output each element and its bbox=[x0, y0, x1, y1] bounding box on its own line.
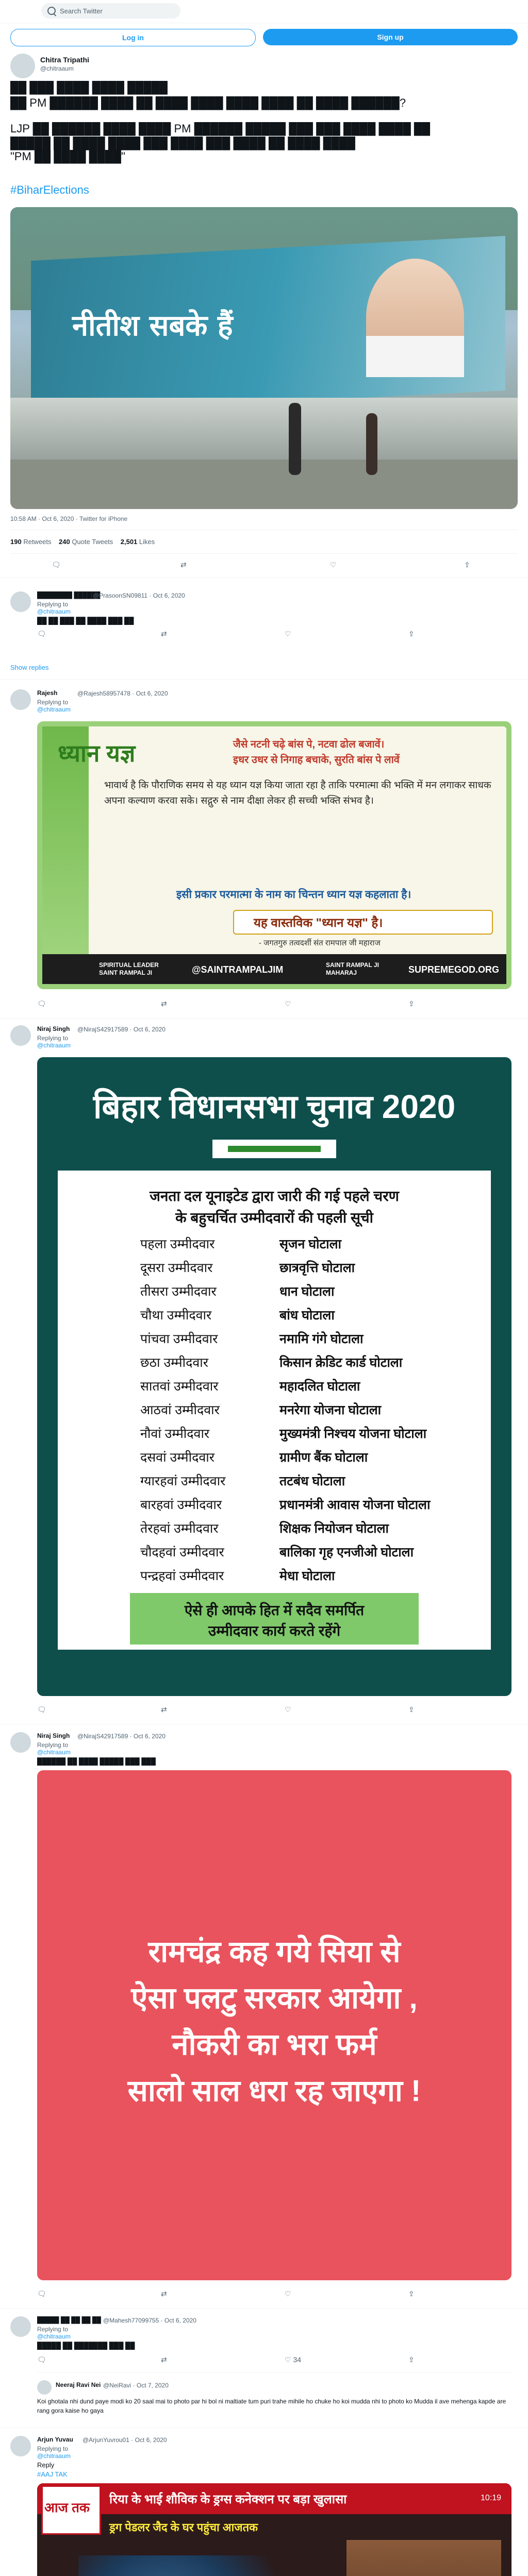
channel-logo-text: आज तक bbox=[44, 2500, 90, 2515]
avatar[interactable] bbox=[10, 1025, 31, 1046]
candidate-label: तीसरा उम्मीदवार bbox=[140, 1284, 217, 1299]
road bbox=[10, 460, 518, 509]
retweet-icon[interactable]: ⇄ bbox=[180, 561, 187, 569]
reply-author-handle[interactable]: @NirajS42917589 · Oct 6, 2020 bbox=[77, 1733, 166, 1740]
share-icon[interactable]: ⇪ bbox=[464, 561, 470, 569]
share-icon[interactable]: ⇪ bbox=[408, 2290, 415, 2298]
replying-to-label: Replying to bbox=[37, 2326, 69, 2333]
video-subject bbox=[78, 2555, 295, 2576]
candidate-scam: नमामि गंगे घोटाला bbox=[279, 1332, 364, 1346]
image-subtitle: जैसे नटनी चढ़े बांस पे, नटवा ढोल बजावें। bbox=[233, 739, 385, 750]
boundary-wall bbox=[10, 398, 518, 460]
divider bbox=[0, 679, 528, 680]
search-placeholder: Search Twitter bbox=[60, 7, 103, 15]
avatar[interactable] bbox=[10, 2436, 31, 2456]
like-count: 34 bbox=[293, 2355, 302, 2364]
retweets-label: Retweets bbox=[23, 538, 52, 546]
candidate-label: बारहवां उम्मीदवार bbox=[140, 1498, 222, 1512]
billboard-text: नीतीश सबके हैं bbox=[72, 309, 233, 343]
candidate-scam: धान घोटाला bbox=[279, 1284, 335, 1299]
replying-to-link[interactable]: @chitraaum bbox=[37, 2452, 71, 2460]
candidate-scam: सृजन घोटाला bbox=[279, 1237, 342, 1251]
replying-to-link[interactable]: @chitraaum bbox=[37, 1749, 71, 1756]
avatar[interactable] bbox=[10, 1732, 31, 1753]
replying-to-link[interactable]: @chitraaum bbox=[37, 706, 71, 713]
replying-to-label: Replying to bbox=[37, 699, 69, 706]
avatar[interactable] bbox=[10, 2316, 31, 2337]
replying-to-label: Replying to bbox=[37, 601, 69, 608]
divider bbox=[10, 553, 518, 554]
candidate-label: दसवां उम्मीदवार bbox=[140, 1450, 214, 1465]
tweet-meta: 10:58 AM · Oct 6, 2020 · Twitter for iPhone bbox=[10, 515, 128, 522]
tweet-text-line: LJP ██ ██████ ████ ████ PM ██████ █████ ███ ███ ████ ████ ██ bbox=[10, 122, 431, 135]
list-heading: जनता दल यूनाइटेड द्वारा जारी की गई पहले चरण bbox=[150, 1188, 399, 1204]
top-bar bbox=[0, 0, 528, 23]
reply-author-name[interactable]: ████████ ██████ bbox=[37, 591, 101, 599]
reply-actions bbox=[37, 2355, 512, 2366]
candidate-label: सातवां उम्मीदवार bbox=[140, 1379, 219, 1394]
reply-icon[interactable]: 🗨 bbox=[37, 1705, 46, 1714]
image-signature: - जगतगुरु तत्वदर्शी संत रामपाल जी महाराज bbox=[259, 939, 381, 947]
footer-text: SUPREMEGOD.ORG bbox=[408, 964, 500, 975]
share-icon[interactable]: ⇪ bbox=[408, 1705, 415, 1714]
tweet-text-line: ██ PM ██████ ████ ██ ████ ████ ████ ████ ██ ████ ██████? bbox=[10, 96, 406, 109]
image-text-line: नौकरी का भरा फर्म bbox=[172, 2028, 377, 2061]
like-icon[interactable]: ♡ bbox=[285, 2290, 291, 2298]
hashtag-link[interactable]: #AAJ TAK bbox=[37, 2470, 68, 2478]
reply-author-handle[interactable]: @Mahesh77099755 · Oct 6, 2020 bbox=[103, 2317, 196, 2324]
reply-actions bbox=[37, 630, 512, 640]
reply-author-handle[interactable]: @NirajS42917589 · Oct 6, 2020 bbox=[77, 1026, 166, 1033]
arrow-icon bbox=[228, 1146, 321, 1152]
footer-text: SPIRITUAL LEADER SAINT RAMPAL JI bbox=[99, 961, 159, 976]
footer-text: SAINT RAMPAL JI MAHARAJ bbox=[326, 961, 379, 976]
retweet-icon[interactable]: ⇄ bbox=[161, 999, 167, 1008]
auth-bar bbox=[0, 29, 528, 47]
image-title: बिहार विधानसभा चुनाव 2020 bbox=[93, 1088, 456, 1125]
image-footer: इसी प्रकार परमात्मा के नाम का चिन्तन ध्यान यज्ञ कहलाता है। bbox=[176, 889, 411, 901]
share-icon[interactable]: ⇪ bbox=[408, 2355, 415, 2364]
reply-text: Reply bbox=[37, 2461, 55, 2469]
candidate-label: ग्यारहवां उम्मीदवार bbox=[140, 1474, 226, 1488]
search-icon bbox=[47, 7, 56, 15]
reply-text: █████ ██ ███████ ███ ██ bbox=[37, 2342, 135, 2349]
candidate-scam: मुख्यमंत्री निश्चय योजना घोटाला bbox=[279, 1427, 427, 1441]
candidate-label: दूसरा उम्मीदवार bbox=[140, 1261, 213, 1275]
reply-author-name[interactable]: █████ ██ ██ ██ ██ bbox=[37, 2316, 101, 2324]
reply-author-name[interactable]: Arjun Yuvau bbox=[37, 2436, 73, 2443]
video-thumbnail[interactable] bbox=[37, 2483, 512, 2576]
reply-author-handle[interactable]: @Rajesh58957478 · Oct 6, 2020 bbox=[77, 690, 168, 697]
video-background bbox=[346, 2540, 501, 2576]
reply-text: ██████ ██ ████ █████ ███ ███ bbox=[37, 1757, 156, 1765]
candidate-label: नौवां उम्मीदवार bbox=[140, 1427, 210, 1441]
retweet-icon[interactable]: ⇄ bbox=[161, 2355, 167, 2364]
replying-to-label: Replying to bbox=[37, 1035, 69, 1042]
search-box[interactable] bbox=[41, 3, 180, 19]
quotes-label: Quote Tweets bbox=[72, 538, 113, 546]
like-icon[interactable]: ♡ bbox=[285, 1705, 291, 1714]
retweet-icon[interactable]: ⇄ bbox=[161, 2290, 167, 2298]
candidate-label: आठवां उम्मीदवार bbox=[140, 1403, 220, 1417]
list-footer: ऐसे ही आपके हित में सदैव समर्पित bbox=[184, 1602, 365, 1618]
reply-text: Koi ghotala nhi dund paye modi ko 20 saal mai to photo par hi bol ni maltiate tum puri trahe mihile ho chuke ho koi mudda nhi to photo ko Mudda il ave mehenga kapde are rang gora kaise ho gaya bbox=[37, 2398, 506, 2414]
image-banner: यह वास्तविक "ध्यान यज्ञ" है। bbox=[254, 916, 383, 930]
avatar[interactable] bbox=[10, 54, 35, 78]
share-icon[interactable]: ⇪ bbox=[408, 630, 415, 638]
news-time: 10:19 bbox=[481, 2494, 502, 2502]
candidate-scam: महादलित घोटाला bbox=[279, 1379, 360, 1394]
reply-icon[interactable]: 🗨 bbox=[52, 561, 61, 569]
candidate-label: छठा उम्मीदवार bbox=[140, 1355, 208, 1370]
reply-author-handle[interactable]: @ArjunYuvrou01 · Oct 6, 2020 bbox=[82, 2436, 167, 2444]
reply-text: ██ ██ ███ ██ ████ ███ ██ bbox=[37, 617, 134, 624]
candidate-label: चौदहवां उम्मीदवार bbox=[140, 1545, 224, 1560]
reply-photo[interactable] bbox=[37, 1057, 512, 1696]
reply-author-name[interactable]: Niraj Singh bbox=[37, 1732, 70, 1739]
candidate-scam: मनरेगा योजना घोटाला bbox=[279, 1403, 382, 1417]
reply-photo[interactable] bbox=[37, 721, 512, 989]
login-button[interactable]: Log in bbox=[10, 29, 256, 46]
reply-author-handle[interactable]: @PrasoonSN09811 · Oct 6, 2020 bbox=[93, 592, 185, 599]
candidate-label: पन्द्रहवां उम्मीदवार bbox=[140, 1569, 224, 1583]
image-text-line: ऐसा पलटु सरकार आयेगा , bbox=[131, 1981, 418, 2015]
likes-label: Likes bbox=[139, 538, 155, 546]
reply-photo[interactable] bbox=[37, 1770, 512, 2280]
divider bbox=[0, 2308, 528, 2309]
signup-button[interactable]: Sign up bbox=[263, 29, 518, 45]
author-name[interactable]: Chitra Tripathi bbox=[40, 56, 89, 64]
candidate-scam: बांध घोटाला bbox=[279, 1308, 335, 1323]
avatar[interactable] bbox=[37, 2380, 52, 2395]
like-icon[interactable]: ♡ bbox=[285, 630, 291, 638]
retweet-icon[interactable]: ⇄ bbox=[161, 630, 167, 638]
pedestrian bbox=[366, 413, 377, 475]
tweet-actions bbox=[10, 561, 518, 571]
tweet-stats[interactable] bbox=[10, 538, 155, 546]
portrait-shirt bbox=[366, 336, 464, 377]
reply-icon[interactable]: 🗨 bbox=[37, 2290, 46, 2298]
avatar[interactable] bbox=[10, 689, 31, 710]
reply-author-name[interactable]: Rajesh bbox=[37, 689, 58, 697]
replying-to-label: Replying to bbox=[37, 2445, 69, 2452]
quote-count: 240 bbox=[58, 538, 70, 546]
pedestrian bbox=[289, 403, 301, 475]
retweet-count: 190 bbox=[10, 538, 22, 546]
candidate-label: पांचवा उम्मीदवार bbox=[140, 1332, 218, 1346]
reply-icon[interactable]: 🗨 bbox=[37, 999, 46, 1008]
list-heading: के बहुचर्चित उम्मीदवारों की पहली सूची bbox=[175, 1210, 373, 1226]
footer-text: @SAINTRAMPALJIM bbox=[192, 964, 284, 975]
reply-author-handle[interactable]: @NeiRavi · Oct 7, 2020 bbox=[103, 2382, 169, 2389]
divider bbox=[0, 577, 528, 578]
image-body: भावार्थ है कि पौराणिक समय से यह ध्यान यज्ञ किया जाता रहा है ताकि परमात्मा की भक्ति में मन लगाकर साधक अपना कल्याण करवा सके। सद्गुरु से नाम दीक्षा लेकर ही सच्ची भक्ति संभव है। bbox=[104, 780, 491, 806]
reply-icon[interactable]: 🗨 bbox=[37, 630, 46, 638]
candidate-scam: किसान क्रेडिट कार्ड घोटाला bbox=[279, 1355, 403, 1370]
hashtag-link[interactable]: #BiharElections bbox=[10, 183, 89, 196]
like-icon[interactable]: ♡ bbox=[330, 561, 337, 569]
candidate-scam: ग्रामीण बैंक घोटाला bbox=[279, 1450, 368, 1465]
divider bbox=[0, 1018, 528, 1019]
candidate-label: तेरहवां उम्मीदवार bbox=[140, 1521, 219, 1536]
tweet-text-line: "PM ██ ████ ████" bbox=[10, 150, 125, 163]
show-replies-link[interactable]: Show replies bbox=[10, 664, 49, 671]
tweet-photo[interactable] bbox=[10, 207, 518, 509]
list-panel bbox=[58, 1171, 491, 1650]
image-text-line: रामचंद्र कह गये सिया से bbox=[148, 1935, 401, 1969]
reply-author-name[interactable]: Neeraj Ravi Nei bbox=[56, 2381, 101, 2388]
candidate-scam: छात्रवृत्ति घोटाला bbox=[279, 1261, 355, 1275]
image-text-line: सालो साल धरा रह जाएगा ! bbox=[127, 2074, 421, 2108]
candidate-label: पहला उम्मीदवार bbox=[140, 1237, 215, 1251]
retweet-icon[interactable]: ⇄ bbox=[161, 1705, 167, 1714]
candidate-label: चौथा उम्मीदवार bbox=[140, 1308, 212, 1323]
candidate-scam: प्रधानमंत्री आवास योजना घोटाला bbox=[279, 1498, 431, 1512]
reply-actions bbox=[37, 2290, 512, 2300]
replying-to-link[interactable]: @chitraaum bbox=[37, 608, 71, 615]
reply-icon[interactable]: 🗨 bbox=[37, 2355, 46, 2364]
reply-actions bbox=[37, 999, 512, 1010]
image-title: ध्यान यज्ञ bbox=[58, 740, 136, 767]
image-subtitle: इधर उधर से निगाह बचाके, सुरति बांस पे लावें bbox=[233, 754, 400, 766]
tweet-text-line: ██ ███ ████ ████ █████ bbox=[10, 81, 168, 94]
news-headline: रिया के भाई शौविक के ड्रग्स कनेक्शन पर बड़ा खुलासा bbox=[109, 2493, 347, 2506]
author-handle[interactable]: @chitraaum bbox=[40, 65, 74, 72]
candidate-scam: बालिका गृह एनजीओ घोटाला bbox=[279, 1545, 414, 1560]
candidate-scam: तटबंध घोटाला bbox=[279, 1474, 345, 1488]
share-icon[interactable]: ⇪ bbox=[408, 999, 415, 1008]
like-count: 2,501 bbox=[120, 538, 138, 546]
replying-to-label: Replying to bbox=[37, 1741, 69, 1749]
list-footer: उम्मीदवार कार्य करते रहेंगे bbox=[208, 1623, 341, 1639]
replying-to-link[interactable]: @chitraaum bbox=[37, 1042, 71, 1049]
reply-author-name[interactable]: Niraj Singh bbox=[37, 1025, 70, 1032]
news-subheadline: ड्रग पेडलर जैद के घर पहुंचा आजतक bbox=[109, 2521, 258, 2534]
avatar[interactable] bbox=[10, 591, 31, 612]
replying-to-link[interactable]: @chitraaum bbox=[37, 2333, 71, 2340]
candidate-scam: मेधा घोटाला bbox=[279, 1569, 335, 1583]
reply-actions bbox=[37, 1705, 512, 1716]
like-icon[interactable]: ♡ 34 bbox=[285, 2355, 302, 2364]
candidate-scam: शिक्षक नियोजन घोटाला bbox=[279, 1521, 389, 1536]
like-icon[interactable]: ♡ bbox=[285, 999, 291, 1008]
tweet-text-line: █████ ██ ████ ████ ███ ████ ███ ████ ██ ████ ████ bbox=[10, 137, 356, 149]
